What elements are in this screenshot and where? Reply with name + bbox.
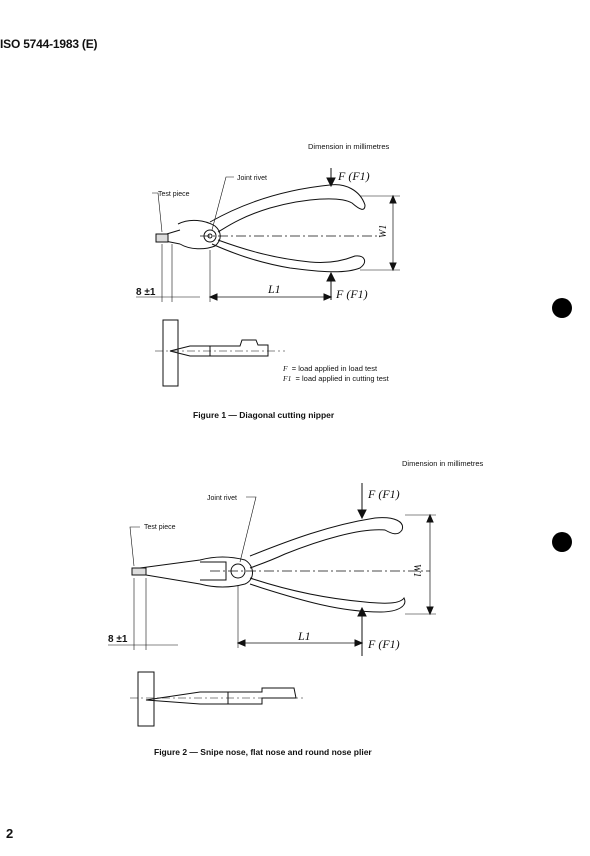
fig1-width-label: W1 bbox=[378, 224, 389, 238]
fig2-force-bottom-label: F (F1) bbox=[368, 637, 400, 651]
fig2-test-piece-label: Test piece bbox=[144, 524, 176, 531]
fig1-legend-item: F = load applied in load test bbox=[283, 364, 378, 373]
fig2-length-label: L1 bbox=[298, 629, 311, 643]
fig1-force-top-label: F (F1) bbox=[338, 169, 370, 183]
fig2-force-top-label: F (F1) bbox=[368, 487, 400, 501]
fig2-caption: Figure 2 — Snipe nose, flat nose and round nose plier bbox=[154, 747, 372, 757]
fig2-joint-rivet-label: Joint rivet bbox=[207, 495, 237, 502]
fig1-tolerance-label: 8 ±1 bbox=[136, 287, 156, 298]
fig2-upper-handle bbox=[250, 518, 403, 568]
fig2-head bbox=[140, 557, 253, 587]
fig1-caption: Figure 1 — Diagonal cutting nipper bbox=[193, 410, 335, 420]
fig1-force-bottom-label: F (F1) bbox=[336, 287, 368, 301]
fig2-lower-handle bbox=[250, 578, 405, 612]
page-number: 2 bbox=[6, 826, 14, 841]
standard-reference: ISO 5744-1983 (E) bbox=[0, 37, 98, 51]
fig2-test-piece bbox=[132, 568, 146, 575]
fig1-dimension-note: Dimension in millimetres bbox=[308, 142, 390, 151]
fig2-tolerance-label: 8 ±1 bbox=[108, 634, 128, 645]
fig1-test-piece-label: Test piece bbox=[158, 191, 190, 198]
fig2-dimension-note: Dimension in millimetres bbox=[402, 459, 484, 468]
fig2-detail-jaw bbox=[146, 688, 296, 704]
fig1-joint-rivet-label: Joint rivet bbox=[237, 175, 267, 182]
fig2-width-label: W1 bbox=[411, 564, 422, 578]
fig1-length-label: L1 bbox=[268, 282, 281, 296]
fig1-legend-item: F1 = load applied in cutting test bbox=[283, 374, 389, 383]
